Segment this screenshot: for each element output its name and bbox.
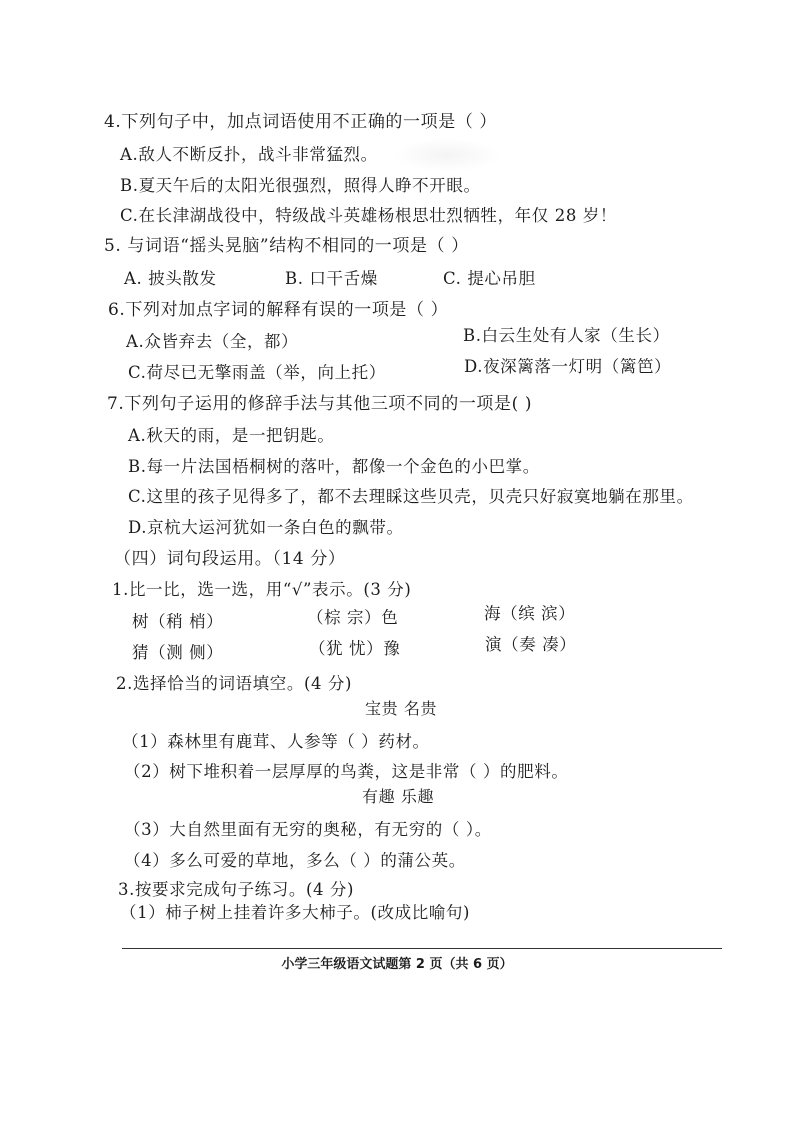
q4-stem: 4.下列句子中，加点词语使用不正确的一项是（ ） <box>104 112 498 132</box>
s3-stem: 3.按要求完成句子练习。(4 分) <box>118 880 355 899</box>
q5-stem: 5. 与词语“摇头晃脑”结构不相同的一项是（ ） <box>104 236 469 256</box>
s1-row2-col1: 猜（测 侧） <box>132 643 224 662</box>
q7-stem: 7.下列句子运用的修辞手法与其他三项不同的一项是( ) <box>107 394 533 414</box>
q7-option-a: A.秋天的雨，是一把钥匙。 <box>128 426 335 445</box>
s2-stem: 2.选择恰当的词语填空。(4 分) <box>116 674 353 693</box>
q6-option-c: C.荷尽已无擎雨盖（举，向上托） <box>128 363 386 382</box>
s1-row1-col3: 海（缤 滨） <box>484 604 576 623</box>
s2-word-options-2: 有趣 乐趣 <box>362 787 435 806</box>
s1-row2-col2: （犹 忧）豫 <box>309 639 401 658</box>
page-footer: 小学三年级语文试题第 2 页（共 6 页） <box>281 957 513 972</box>
q7-option-d: D.京杭大运河犹如一条白色的飘带。 <box>128 518 404 537</box>
s1-stem: 1.比一比，选一选，用“√”表示。(3 分) <box>112 580 412 599</box>
section-four-title: （四）词句段运用。（14 分） <box>114 549 346 569</box>
s2-item-4: （4）多么可爱的草地，多么（ ）的蒲公英。 <box>124 851 466 870</box>
q6-option-a: A.众皆弃去（全，都） <box>126 332 299 351</box>
s1-row1-col2: （棕 宗）色 <box>307 608 399 627</box>
q5-option-a: A. 披头散发 <box>124 269 217 288</box>
s3-item-1: （1）柿子树上挂着许多大柿子。(改成比喻句) <box>120 903 471 922</box>
q6-stem: 6.下列对加点字词的解释有误的一项是（ ） <box>108 300 449 320</box>
q4-option-c: C.在长津湖战役中，特级战斗英雄杨根思壮烈牺牲，年仅 28 岁！ <box>120 206 617 225</box>
s2-item-1: （1）森林里有鹿茸、人参等（ ）药材。 <box>122 732 430 751</box>
q4-option-b: B.夏天午后的太阳光很强烈，照得人睁不开眼。 <box>120 176 481 195</box>
q7-option-b: B.每一片法国梧桐树的落叶，都像一个金色的小巴掌。 <box>128 457 540 476</box>
s2-word-options-1: 宝贵 名贵 <box>365 699 438 718</box>
s1-row1-col1: 树（稍 梢） <box>132 612 224 631</box>
footer-divider <box>122 948 722 949</box>
q7-option-c: C.这里的孩子见得多了，都不去理睬这些贝壳，贝壳只好寂寞地躺在那里。 <box>128 487 694 506</box>
scan-smudge <box>392 138 502 172</box>
q5-option-b: B. 口干舌燥 <box>285 269 378 288</box>
q6-option-b: B.白云生处有人家（生长） <box>463 326 670 345</box>
s2-item-2: （2）树下堆积着一层厚厚的鸟粪，这是非常（ ）的肥料。 <box>124 762 569 781</box>
s1-row2-col3: 演（奏 凑） <box>485 635 577 654</box>
q6-option-d: D.夜深篱落一灯明（篱笆） <box>464 357 672 376</box>
q4-option-a: A.敌人不断反扑，战斗非常猛烈。 <box>120 145 378 164</box>
q5-option-c: C. 提心吊胆 <box>443 269 536 288</box>
s2-item-3: （3）大自然里面有无穷的奥秘，有无穷的（ ）。 <box>124 820 492 839</box>
